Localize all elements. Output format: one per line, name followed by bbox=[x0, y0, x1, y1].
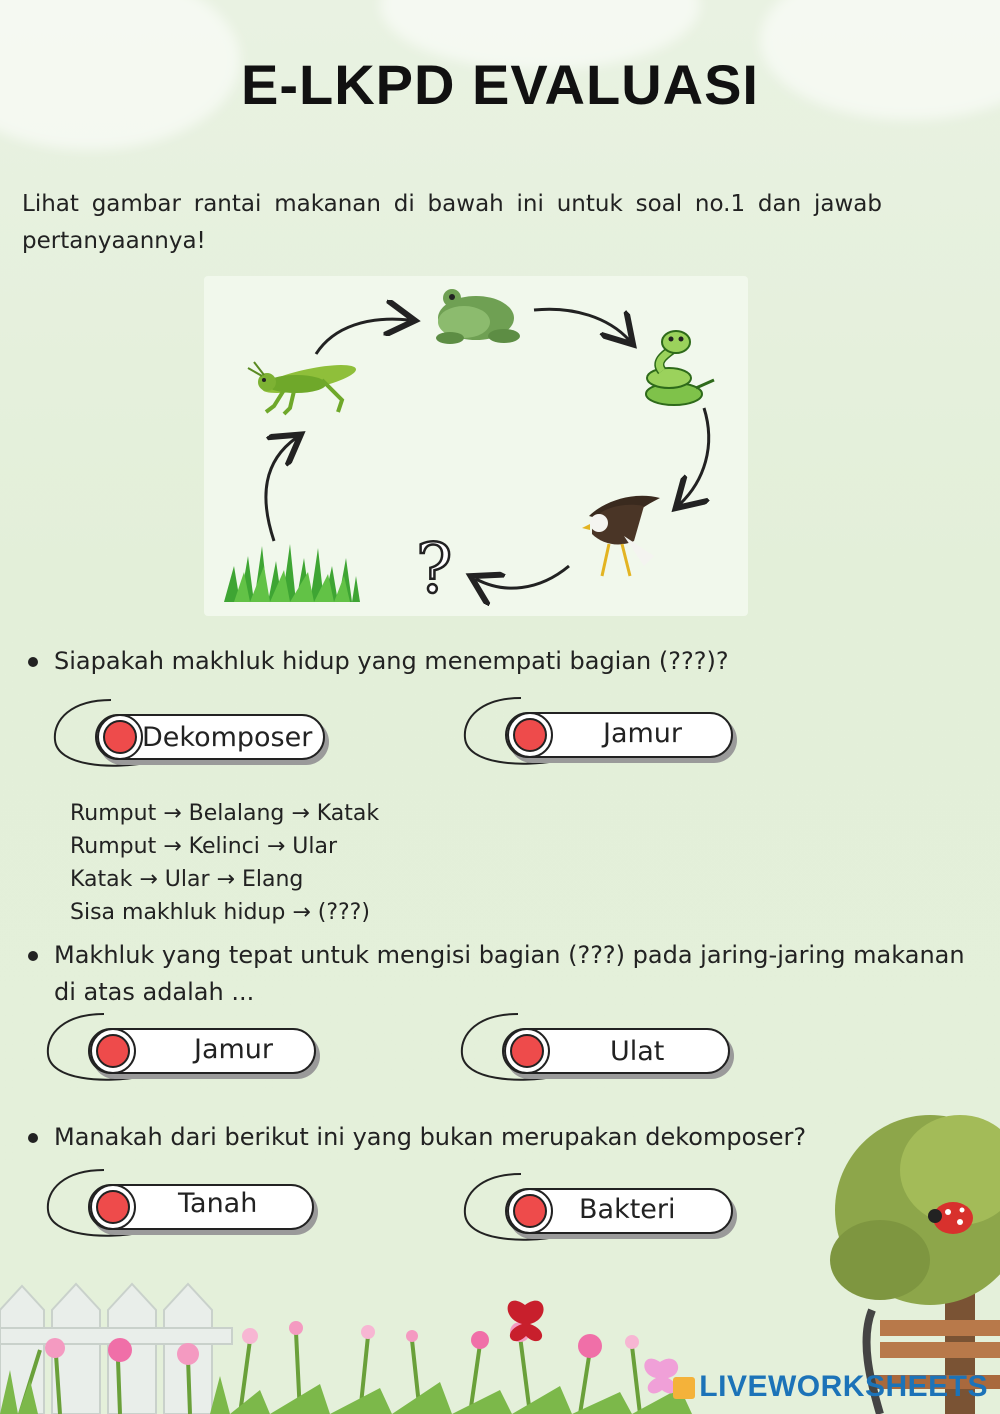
question-3-text: Manakah dari berikut ini yang bukan merupakan dekomposer? bbox=[54, 1123, 807, 1151]
option-label: Dekomposer bbox=[142, 722, 313, 753]
food-web-line: Sisa makhluk hidup → (???) bbox=[70, 900, 370, 925]
question-1-text: Siapakah makhluk hidup yang menempati bagian (???)? bbox=[54, 647, 729, 675]
option-label: Tanah bbox=[178, 1188, 258, 1219]
intro-text: Lihat gambar rantai makanan di bawah ini untuk soal no.1 dan jawab pertanyaannya! bbox=[22, 191, 882, 254]
question-mark-icon: ? bbox=[416, 530, 453, 609]
answer-option-jamur[interactable] bbox=[88, 1024, 316, 1078]
radio-dot bbox=[103, 720, 137, 754]
grasshopper-icon bbox=[248, 359, 358, 414]
frog-icon bbox=[436, 289, 520, 344]
liveworksheets-badge-icon bbox=[673, 1377, 695, 1399]
arrow-frog-to-snake bbox=[534, 309, 629, 340]
answer-option-jamur[interactable] bbox=[505, 708, 733, 762]
question-bullet bbox=[28, 657, 38, 667]
brand-text: LIVEWORKSHEETS bbox=[699, 1370, 988, 1403]
question-2-text: Makhluk yang tepat untuk mengisi bagian (???) pada jaring-jaring makanan di atas adalah ... bbox=[54, 941, 965, 1006]
radio-dot bbox=[513, 718, 547, 752]
radio-dot bbox=[510, 1034, 544, 1068]
garden-decoration bbox=[0, 1100, 1000, 1414]
question-bullet bbox=[28, 951, 38, 961]
food-web-line: Rumput → Kelinci → Ular bbox=[70, 834, 338, 859]
option-label: Ulat bbox=[610, 1036, 665, 1067]
arrow-grass-to-grasshopper bbox=[266, 438, 296, 541]
food-web-line: Rumput → Belalang → Katak bbox=[70, 801, 380, 826]
option-label: Bakteri bbox=[579, 1194, 676, 1225]
grass-icon bbox=[224, 544, 360, 602]
food-chain-diagram bbox=[204, 276, 748, 616]
arrow-grasshopper-to-frog bbox=[316, 319, 409, 354]
food-web-line: Katak → Ular → Elang bbox=[70, 867, 304, 892]
arrow-snake-to-eagle bbox=[680, 408, 709, 504]
option-label: Jamur bbox=[194, 1034, 274, 1065]
liveworksheets-logo[interactable] bbox=[673, 1370, 988, 1404]
option-label: Jamur bbox=[603, 718, 683, 749]
answer-option-ulat[interactable] bbox=[502, 1024, 730, 1078]
answer-option-dekomposer[interactable] bbox=[95, 710, 325, 764]
snake-icon bbox=[646, 331, 714, 405]
radio-dot bbox=[96, 1034, 130, 1068]
food-web-list bbox=[70, 797, 379, 929]
page-title: E-LKPD EVALUASI bbox=[241, 53, 759, 116]
arrow-eagle-to-question bbox=[476, 566, 569, 588]
butterfly-icon bbox=[508, 1301, 544, 1342]
eagle-icon bbox=[582, 496, 660, 576]
